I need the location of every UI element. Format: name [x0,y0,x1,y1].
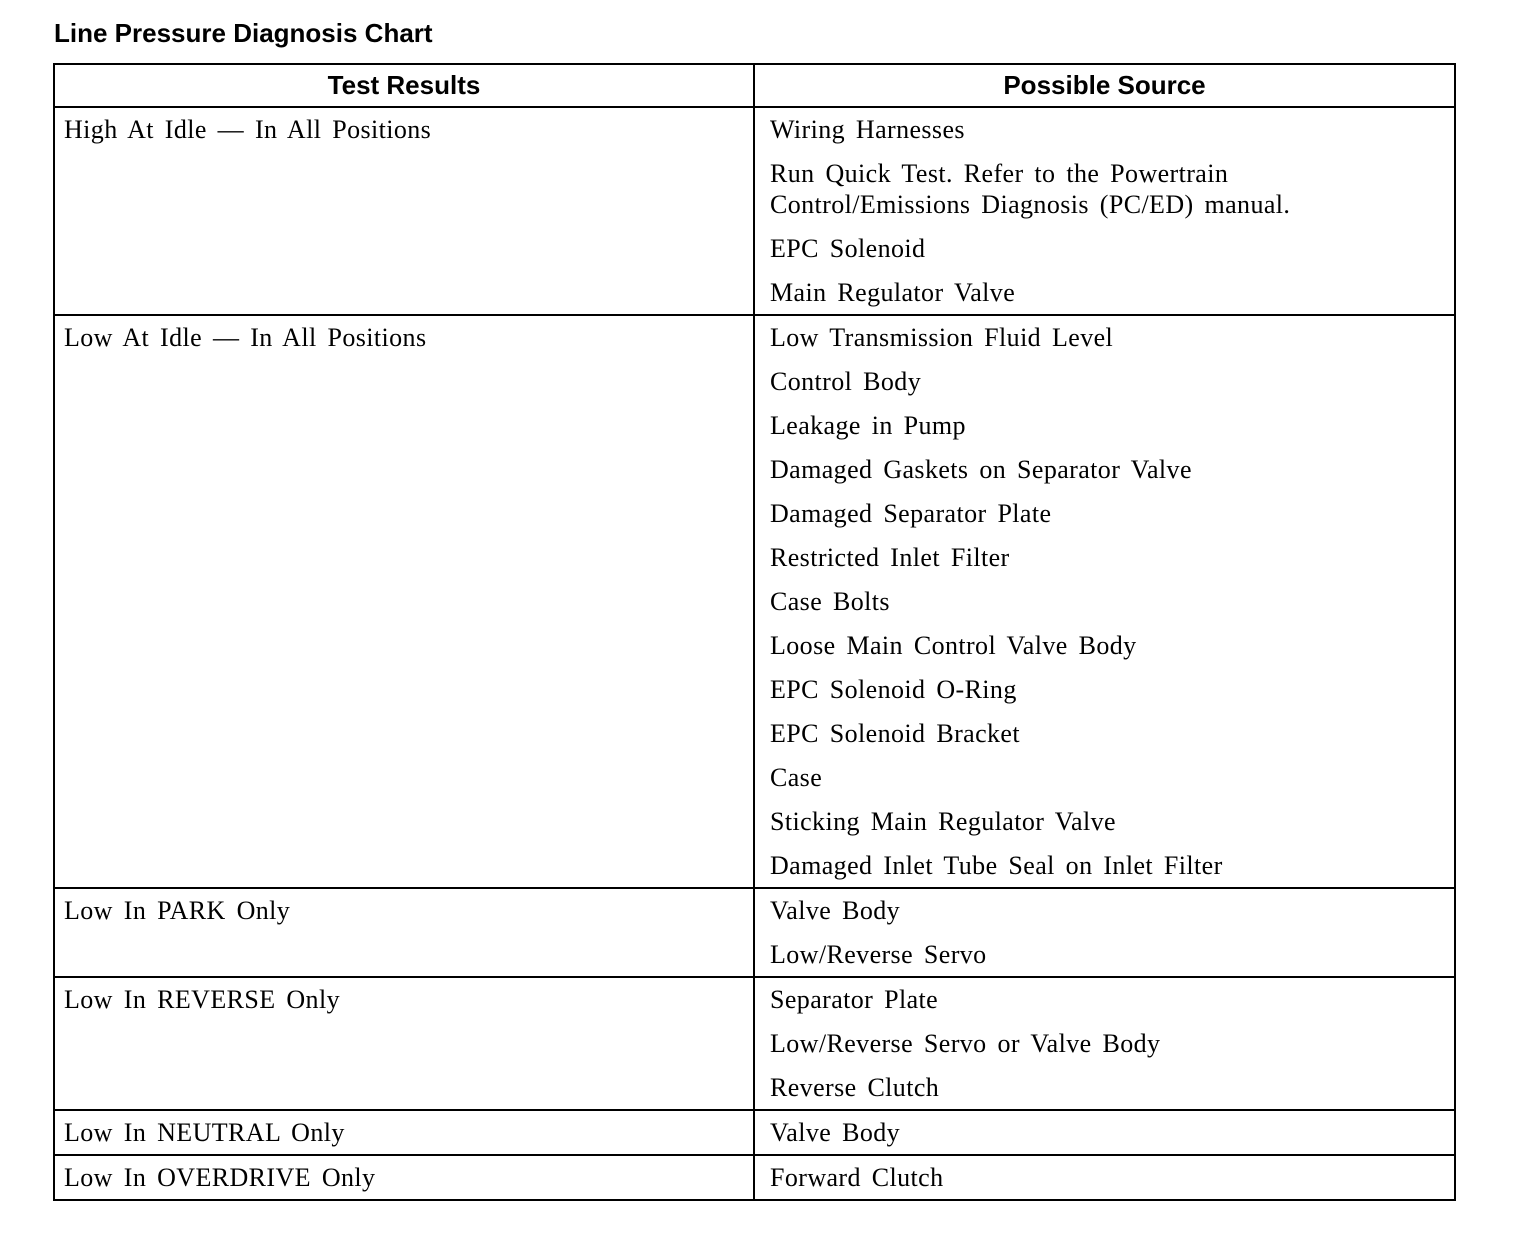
test-result-cell: Low In NEUTRAL Only [54,1110,754,1155]
possible-source-cell [754,315,1455,888]
table-row [54,315,1455,888]
header-test-results: Test Results [54,64,754,107]
table-row [54,888,1455,977]
source-item: Loose Main Control Valve Body [770,631,1137,660]
source-item: Case Bolts [770,587,890,616]
test-result-cell: Low In REVERSE Only [54,977,754,1110]
source-item: Valve Body [770,896,901,925]
possible-source-cell [754,1155,1455,1200]
source-item: Reverse Clutch [770,1073,940,1102]
possible-source-cell [754,888,1455,977]
test-result-cell: Low In OVERDRIVE Only [54,1155,754,1200]
table-row [54,107,1455,315]
source-item: Low Transmission Fluid Level [770,323,1114,352]
source-item: Case [770,763,823,792]
possible-source-cell [754,1110,1455,1155]
source-item: EPC Solenoid Bracket [770,719,1020,748]
source-item: Damaged Inlet Tube Seal on Inlet Filter [770,851,1223,880]
source-item: Leakage in Pump [770,411,966,440]
table-body [54,107,1455,1200]
table-row [54,977,1455,1110]
table-row [54,1110,1455,1155]
possible-source-cell [754,107,1455,315]
source-item: Restricted Inlet Filter [770,543,1010,572]
header-row [54,64,1455,107]
diagnosis-table [53,63,1456,1201]
source-item: Damaged Gaskets on Separator Valve [770,455,1192,484]
source-item: Low/Reverse Servo [770,940,987,969]
source-item: EPC Solenoid O-Ring [770,675,1017,704]
source-item: Damaged Separator Plate [770,499,1052,528]
source-item: Main Regulator Valve [770,278,1016,307]
source-item: Run Quick Test. Refer to the Powertrain Control/Emissions Diagnosis (PC/ED) manual. [770,159,1291,219]
source-item: Low/Reverse Servo or Valve Body [770,1029,1161,1058]
test-result-cell: Low At Idle — In All Positions [54,315,754,888]
header-possible-source: Possible Source [754,64,1455,107]
source-item: Forward Clutch [770,1163,944,1192]
source-item: Valve Body [770,1118,901,1147]
source-item: Separator Plate [770,985,939,1014]
source-item: Control Body [770,367,922,396]
chart-title: Line Pressure Diagnosis Chart [54,18,433,48]
table-row [54,1155,1455,1200]
test-result-cell: Low In PARK Only [54,888,754,977]
possible-source-cell [754,977,1455,1110]
source-item: Wiring Harnesses [770,115,965,144]
source-item: EPC Solenoid [770,234,926,263]
source-item: Sticking Main Regulator Valve [770,807,1116,836]
test-result-cell: High At Idle — In All Positions [54,107,754,315]
